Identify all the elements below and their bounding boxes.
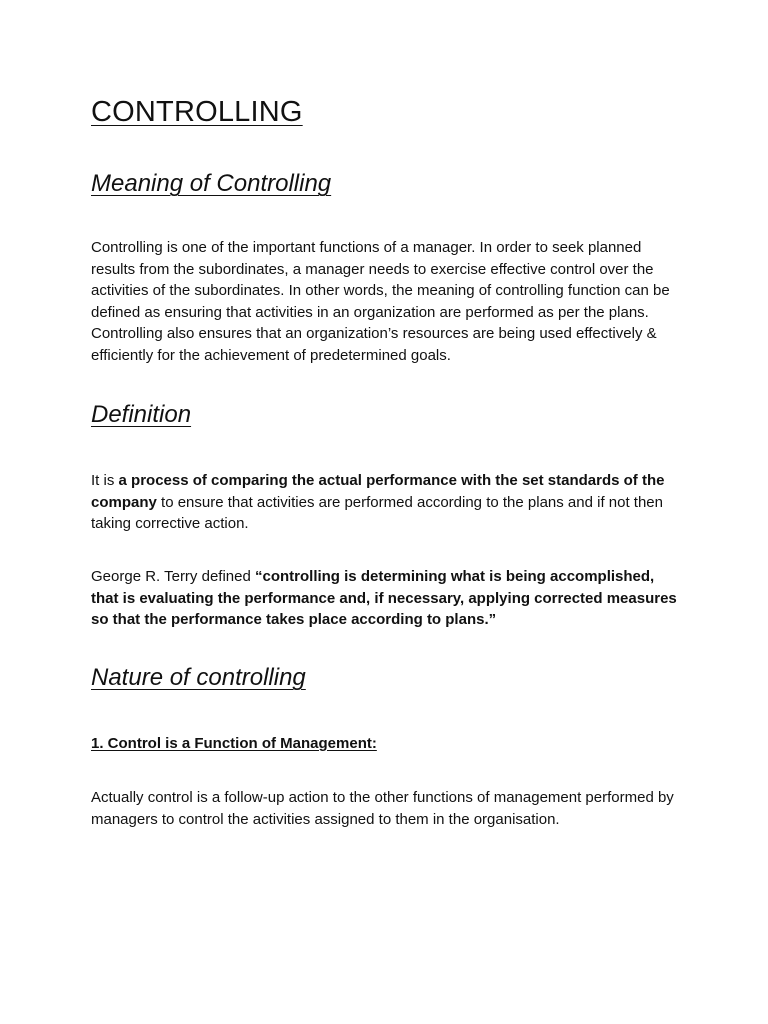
meaning-paragraph: Controlling is one of the important functions of a manager. In order to seek planned results from the subordinates, a manager needs to exercise effective control over the activities of the subordinates. In other words, the meaning of controlling function can be defined as ensuring that activities in an organization are performed as per the plans. Controlling also ensures that an organization’s resources are being used effectively & efficiently for the achievement of predetermined goals. [91,239,670,364]
section-heading-definition: Definition [91,401,192,428]
nature-point-1-title: 1. Control is a Function of Management: [91,735,377,752]
definition-text-suffix: to ensure that activities are performed according to the plans and if not then taking corrective action. [91,493,663,532]
terry-definition-paragraph [91,566,681,631]
section-heading-nature: Nature of controlling [91,664,306,691]
definition-text-bold: a process of comparing the actual performance with the set standards of the company [91,472,665,511]
definition-text-prefix: It is [91,472,119,489]
section-heading-meaning: Meaning of Controlling [91,170,332,197]
nature-point-1-body: Actually control is a follow-up action to the other functions of management performed by managers to control the activities assigned to them in the organisation. [91,789,674,828]
definition-paragraph [91,470,681,535]
terry-text-prefix: George R. Terry defined [91,568,255,585]
page-title: CONTROLLING [91,96,303,128]
terry-quote: “controlling is determining what is being accomplished, that is evaluating the performance and, if necessary, applying corrected measures so that the performance takes place according to plans.” [91,568,677,628]
